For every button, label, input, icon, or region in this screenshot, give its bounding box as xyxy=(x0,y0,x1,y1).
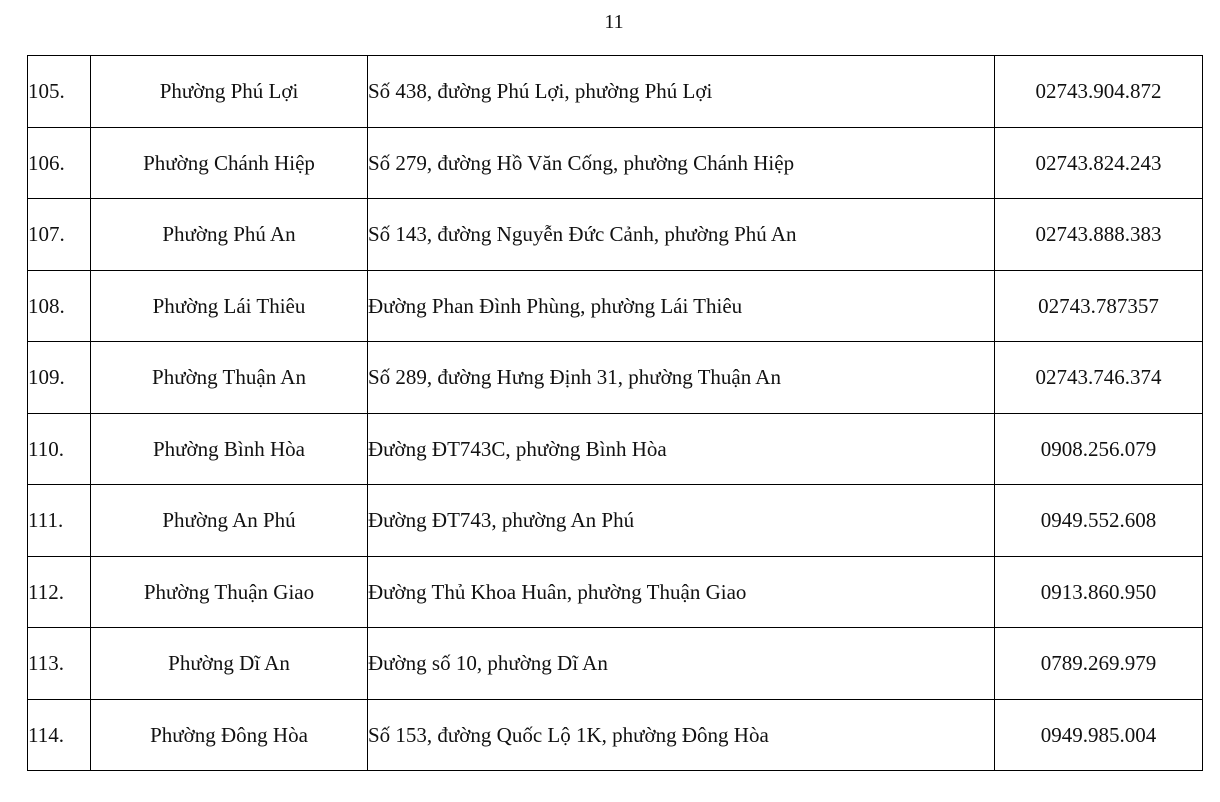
table-row xyxy=(28,199,1203,271)
row-number: 105. xyxy=(28,56,91,128)
ward-address: Số 143, đường Nguyễn Đức Cảnh, phường Phú An xyxy=(368,199,995,271)
table-row xyxy=(28,270,1203,342)
ward-address: Số 153, đường Quốc Lộ 1K, phường Đông Hòa xyxy=(368,699,995,771)
table-row xyxy=(28,342,1203,414)
row-number: 108. xyxy=(28,270,91,342)
row-number: 110. xyxy=(28,413,91,485)
ward-phone: 0949.985.004 xyxy=(995,699,1203,771)
table-row xyxy=(28,556,1203,628)
ward-address: Đường ĐT743C, phường Bình Hòa xyxy=(368,413,995,485)
row-number: 113. xyxy=(28,628,91,700)
table-row xyxy=(28,628,1203,700)
ward-address: Đường ĐT743, phường An Phú xyxy=(368,485,995,557)
ward-name: Phường Phú Lợi xyxy=(91,56,368,128)
row-number: 114. xyxy=(28,699,91,771)
table-row xyxy=(28,413,1203,485)
ward-name: Phường Chánh Hiệp xyxy=(91,127,368,199)
ward-address: Đường số 10, phường Dĩ An xyxy=(368,628,995,700)
ward-name: Phường Đông Hòa xyxy=(91,699,368,771)
ward-name: Phường Thuận An xyxy=(91,342,368,414)
ward-phone: 0949.552.608 xyxy=(995,485,1203,557)
ward-name: Phường Lái Thiêu xyxy=(91,270,368,342)
ward-phone: 0789.269.979 xyxy=(995,628,1203,700)
table-row xyxy=(28,699,1203,771)
ward-address: Số 279, đường Hồ Văn Cống, phường Chánh Hiệp xyxy=(368,127,995,199)
table-row xyxy=(28,485,1203,557)
page-number: 11 xyxy=(604,11,624,33)
ward-directory-table xyxy=(27,55,1203,771)
ward-address: Đường Thủ Khoa Huân, phường Thuận Giao xyxy=(368,556,995,628)
ward-name: Phường Thuận Giao xyxy=(91,556,368,628)
ward-phone: 02743.746.374 xyxy=(995,342,1203,414)
ward-phone: 02743.824.243 xyxy=(995,127,1203,199)
ward-name: Phường Bình Hòa xyxy=(91,413,368,485)
ward-address: Đường Phan Đình Phùng, phường Lái Thiêu xyxy=(368,270,995,342)
ward-phone: 02743.904.872 xyxy=(995,56,1203,128)
ward-phone: 0908.256.079 xyxy=(995,413,1203,485)
row-number: 112. xyxy=(28,556,91,628)
row-number: 107. xyxy=(28,199,91,271)
row-number: 106. xyxy=(28,127,91,199)
ward-address: Số 289, đường Hưng Định 31, phường Thuận An xyxy=(368,342,995,414)
ward-address: Số 438, đường Phú Lợi, phường Phú Lợi xyxy=(368,56,995,128)
row-number: 111. xyxy=(28,485,91,557)
table-row xyxy=(28,56,1203,128)
ward-phone: 02743.888.383 xyxy=(995,199,1203,271)
ward-name: Phường An Phú xyxy=(91,485,368,557)
row-number: 109. xyxy=(28,342,91,414)
ward-name: Phường Dĩ An xyxy=(91,628,368,700)
table-row xyxy=(28,127,1203,199)
ward-phone: 0913.860.950 xyxy=(995,556,1203,628)
ward-phone: 02743.787357 xyxy=(995,270,1203,342)
ward-name: Phường Phú An xyxy=(91,199,368,271)
